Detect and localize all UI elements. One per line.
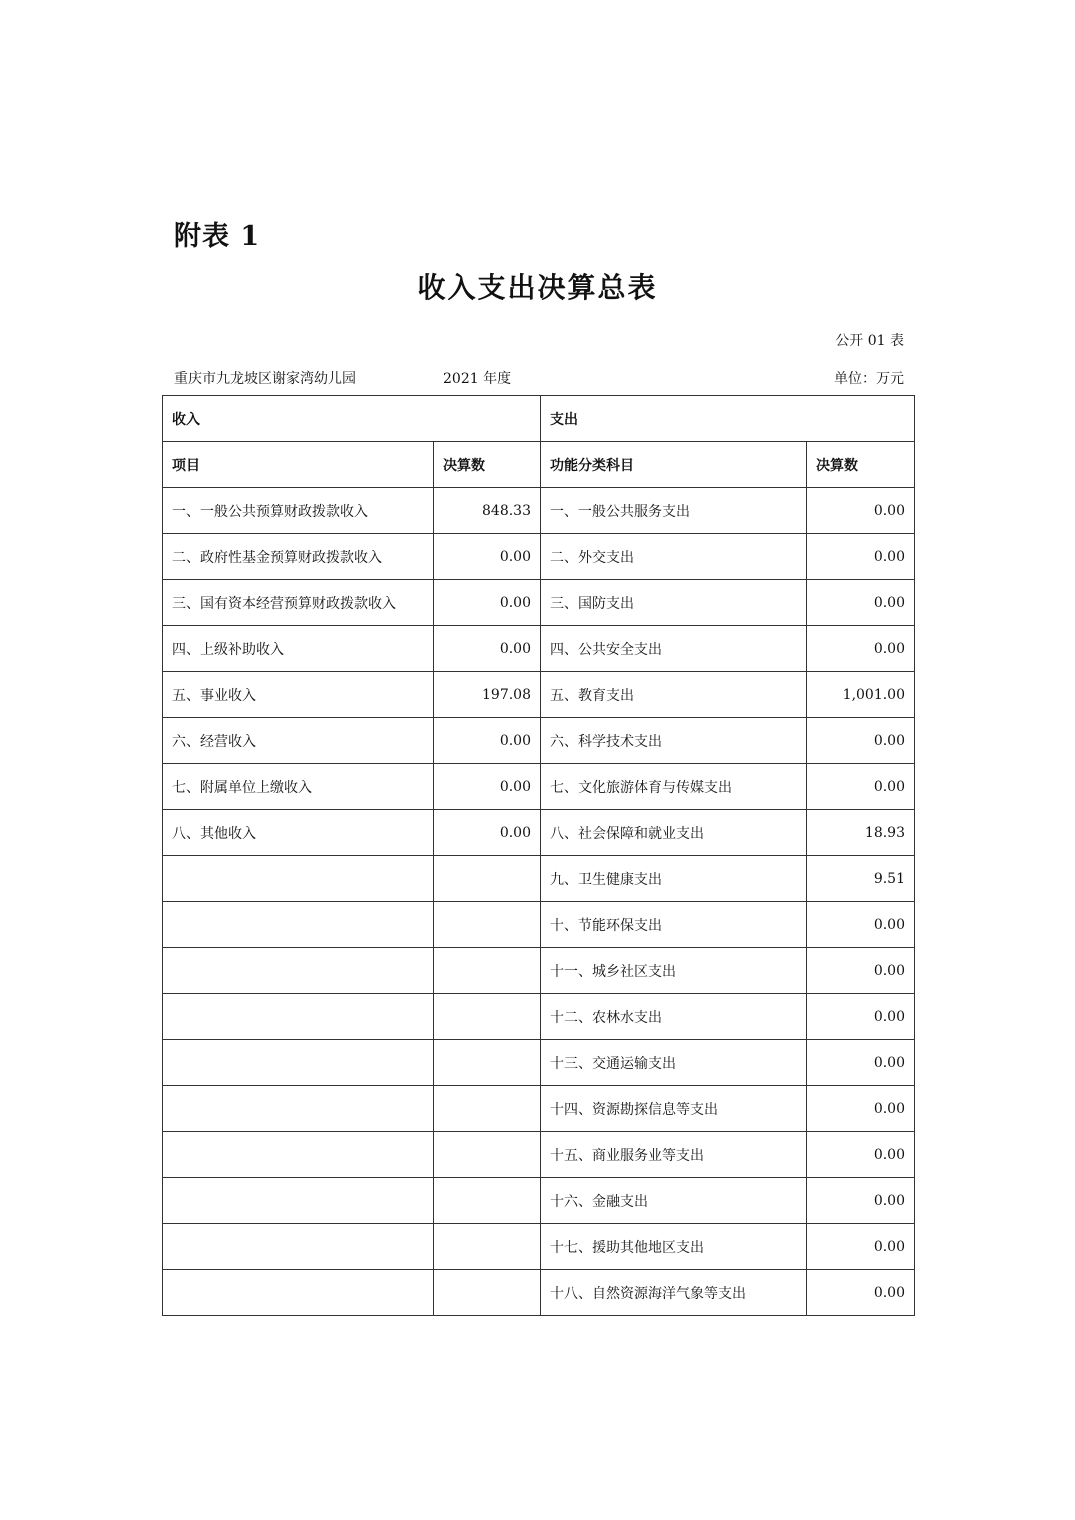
table-row [163, 1178, 915, 1224]
income-item-amount [434, 948, 541, 994]
expense-item-amount: 0.00 [807, 902, 915, 948]
table-row [163, 856, 915, 902]
expense-item-amount: 0.00 [807, 718, 915, 764]
expense-item-amount: 0.00 [807, 534, 915, 580]
income-item-name: 六、经营收入 [163, 718, 434, 764]
income-item-amount: 197.08 [434, 672, 541, 718]
income-item-amount [434, 1224, 541, 1270]
income-item-amount: 0.00 [434, 580, 541, 626]
expense-item-amount: 0.00 [807, 580, 915, 626]
income-item-name: 二、政府性基金预算财政拨款收入 [163, 534, 434, 580]
table-row [163, 948, 915, 994]
table-row [163, 626, 915, 672]
fiscal-year: 2021 年度 [443, 371, 512, 387]
page-title: 收入支出决算总表 [417, 271, 658, 304]
income-item-amount [434, 1132, 541, 1178]
expense-item-name: 十一、城乡社区支出 [541, 948, 807, 994]
form-code: 公开 01 表 [835, 333, 904, 349]
expense-item-amount: 0.00 [807, 1086, 915, 1132]
income-item-name [163, 1270, 434, 1316]
expense-section-header: 支出 [541, 396, 915, 442]
income-item-amount: 0.00 [434, 534, 541, 580]
expense-item-name: 十三、交通运输支出 [541, 1040, 807, 1086]
income-item-amount: 0.00 [434, 718, 541, 764]
income-item-amount: 0.00 [434, 764, 541, 810]
income-item-amount [434, 1178, 541, 1224]
expense-item-name: 五、教育支出 [541, 672, 807, 718]
attachment-label: 附表 1 [174, 221, 261, 252]
table-row [163, 488, 915, 534]
expense-item-amount: 0.00 [807, 626, 915, 672]
income-item-name [163, 1132, 434, 1178]
expense-item-name: 八、社会保障和就业支出 [541, 810, 807, 856]
expense-item-name: 十六、金融支出 [541, 1178, 807, 1224]
income-section-header: 收入 [163, 396, 541, 442]
income-item-name [163, 994, 434, 1040]
expense-item-name: 十二、农林水支出 [541, 994, 807, 1040]
expense-item-amount: 0.00 [807, 1178, 915, 1224]
col-header-function: 功能分类科目 [541, 442, 807, 488]
col-header-item: 项目 [163, 442, 434, 488]
income-item-amount [434, 994, 541, 1040]
income-item-name: 八、其他收入 [163, 810, 434, 856]
income-item-name: 七、附属单位上缴收入 [163, 764, 434, 810]
expense-item-amount: 9.51 [807, 856, 915, 902]
income-expense-table [162, 395, 915, 1316]
income-item-name [163, 856, 434, 902]
table-row [163, 534, 915, 580]
expense-item-amount: 18.93 [807, 810, 915, 856]
income-item-name [163, 1224, 434, 1270]
table-row [163, 1086, 915, 1132]
table-row [163, 1132, 915, 1178]
table-row [163, 1224, 915, 1270]
income-item-amount [434, 902, 541, 948]
expense-item-name: 四、公共安全支出 [541, 626, 807, 672]
expense-item-name: 二、外交支出 [541, 534, 807, 580]
unit-label: 单位：万元 [834, 371, 904, 387]
expense-item-name: 十四、资源勘探信息等支出 [541, 1086, 807, 1132]
income-item-amount [434, 1270, 541, 1316]
table-row [163, 718, 915, 764]
income-item-name [163, 1086, 434, 1132]
expense-item-name: 十七、援助其他地区支出 [541, 1224, 807, 1270]
expense-item-amount: 1,001.00 [807, 672, 915, 718]
expense-item-name: 六、科学技术支出 [541, 718, 807, 764]
expense-item-amount: 0.00 [807, 1224, 915, 1270]
expense-item-amount: 0.00 [807, 948, 915, 994]
section-header-row [163, 396, 915, 442]
table-row [163, 902, 915, 948]
income-item-name [163, 1178, 434, 1224]
income-item-amount: 0.00 [434, 626, 541, 672]
income-item-name: 三、国有资本经营预算财政拨款收入 [163, 580, 434, 626]
income-item-name [163, 1040, 434, 1086]
organization-name: 重庆市九龙坡区谢家湾幼儿园 [174, 371, 356, 387]
table-row [163, 1040, 915, 1086]
income-item-amount [434, 1040, 541, 1086]
col-header-amount: 决算数 [434, 442, 541, 488]
expense-item-amount: 0.00 [807, 764, 915, 810]
income-item-name: 四、上级补助收入 [163, 626, 434, 672]
col-header-amount-expense: 决算数 [807, 442, 915, 488]
table-row [163, 764, 915, 810]
table-row [163, 810, 915, 856]
expense-item-name: 七、文化旅游体育与传媒支出 [541, 764, 807, 810]
income-item-name [163, 902, 434, 948]
income-item-amount [434, 1086, 541, 1132]
table-row [163, 580, 915, 626]
expense-item-name: 三、国防支出 [541, 580, 807, 626]
expense-item-amount: 0.00 [807, 1040, 915, 1086]
table-row [163, 1270, 915, 1316]
expense-item-amount: 0.00 [807, 488, 915, 534]
expense-item-name: 十八、自然资源海洋气象等支出 [541, 1270, 807, 1316]
expense-item-amount: 0.00 [807, 1270, 915, 1316]
expense-item-name: 十五、商业服务业等支出 [541, 1132, 807, 1178]
income-item-amount [434, 856, 541, 902]
expense-item-name: 九、卫生健康支出 [541, 856, 807, 902]
income-item-amount: 0.00 [434, 810, 541, 856]
income-item-name: 五、事业收入 [163, 672, 434, 718]
income-item-name [163, 948, 434, 994]
income-item-name: 一、一般公共预算财政拨款收入 [163, 488, 434, 534]
expense-item-name: 十、节能环保支出 [541, 902, 807, 948]
table-row [163, 994, 915, 1040]
expense-item-amount: 0.00 [807, 1132, 915, 1178]
expense-item-amount: 0.00 [807, 994, 915, 1040]
income-item-amount: 848.33 [434, 488, 541, 534]
column-header-row [163, 442, 915, 488]
expense-item-name: 一、一般公共服务支出 [541, 488, 807, 534]
table-row [163, 672, 915, 718]
